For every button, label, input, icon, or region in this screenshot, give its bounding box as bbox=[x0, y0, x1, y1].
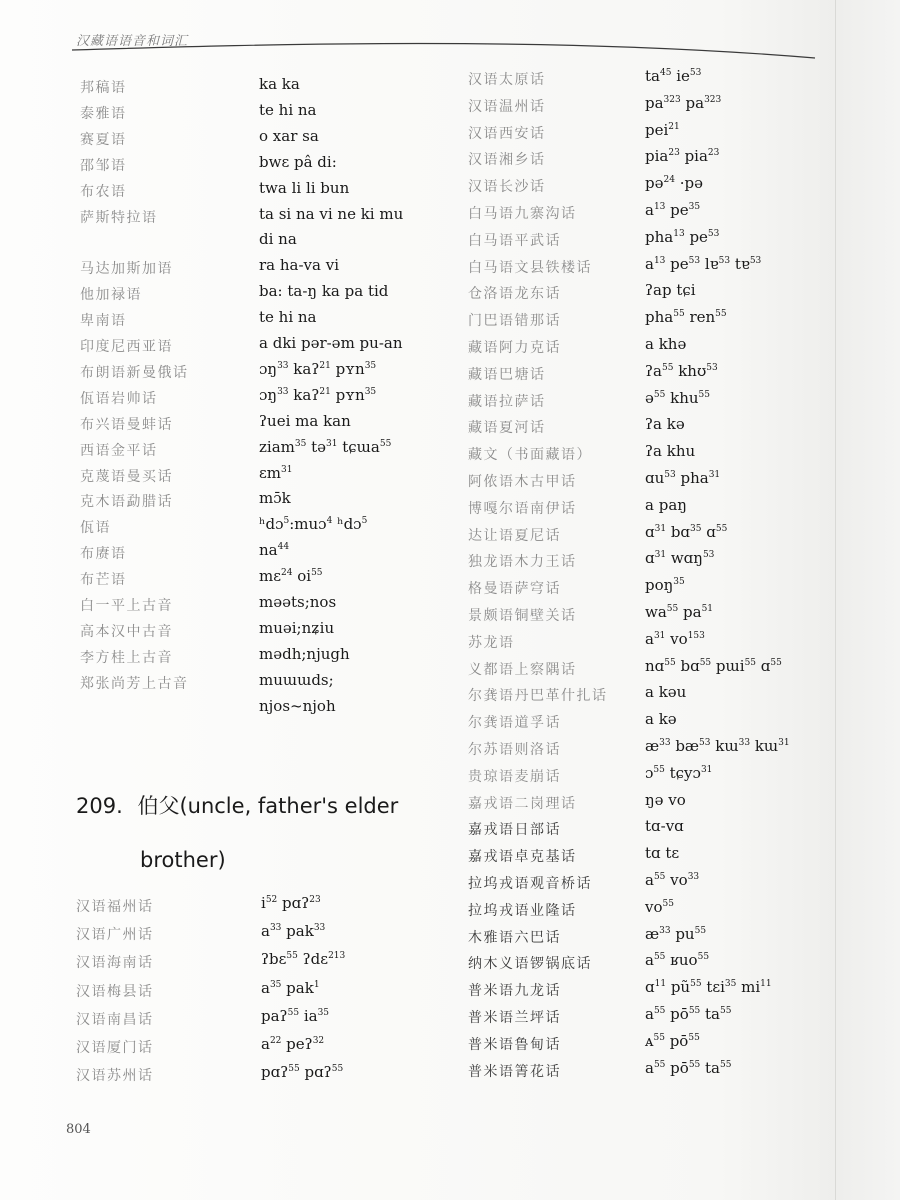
word-form: $vo^{55}$ bbox=[645, 897, 674, 916]
section-headword-continued: brother) bbox=[140, 848, 226, 872]
language-name: 贵琼语麦崩话 bbox=[468, 768, 561, 785]
word-form: ɔ$^{55}$ tɕyɔ$^{31}$ bbox=[645, 763, 713, 782]
language-name: 汉语温州话 bbox=[468, 98, 546, 115]
language-name: 布赓语 bbox=[80, 546, 127, 563]
language-name: 汉语湘乡话 bbox=[468, 152, 546, 169]
word-form: $ta^{45}$ $ie^{53}$ bbox=[645, 67, 702, 85]
word-form: pə$^{24}$ ·pə bbox=[645, 174, 703, 193]
language-name: 高本汉中古音 bbox=[80, 623, 173, 640]
word-form: $a^{13}$ $pe^{35}$ bbox=[645, 201, 701, 219]
language-name: 拉坞戎语业隆话 bbox=[468, 902, 577, 919]
language-name: 佤语岩帅话 bbox=[80, 390, 158, 407]
section-headword: 伯父(uncle, father's elder bbox=[137, 794, 399, 818]
word-form: ə$^{55}$ khu$^{55}$ bbox=[645, 388, 710, 407]
language-name: 他加禄语 bbox=[80, 287, 142, 304]
word-form: pha$^{55}$ ren$^{55}$ bbox=[645, 308, 727, 327]
word-form: ɑu$^{53}$ pha$^{31}$ bbox=[645, 469, 721, 487]
language-name: 尔苏语则洛话 bbox=[468, 742, 561, 758]
language-name: 赛夏语 bbox=[80, 131, 127, 148]
language-name: 汉语西安话 bbox=[468, 125, 546, 142]
language-name: 尔龚语道孚话 bbox=[468, 715, 561, 732]
section-heading bbox=[76, 790, 398, 820]
word-form: a kəu bbox=[645, 683, 687, 702]
word-form: $a^{35}$ pak$^1$ bbox=[261, 978, 320, 997]
word-form: $a^{13}$ $pe^{53}$ lɐ$^{53}$ tɐ$^{53}$ bbox=[645, 254, 762, 273]
language-name: 邦稿语 bbox=[80, 80, 127, 96]
language-name: 独龙语木力王话 bbox=[468, 554, 577, 571]
language-name: 李方桂上古音 bbox=[80, 649, 173, 666]
word-form: ʔa kə bbox=[645, 415, 685, 434]
language-name: 木雅语六巴话 bbox=[468, 929, 561, 946]
word-form: $pa^{323}$ $pa^{323}$ bbox=[645, 93, 722, 112]
language-name: 阿侬语木古甲话 bbox=[468, 474, 577, 490]
language-name: 克蔑语曼买话 bbox=[80, 468, 173, 485]
language-name: 嘉戎语二岗理话 bbox=[468, 795, 577, 812]
word-form: mədh;njugh bbox=[259, 644, 350, 663]
word-form: ʔuei ma kan bbox=[259, 411, 351, 430]
page-spine-shadow bbox=[835, 0, 836, 1200]
word-form: ŋə vo bbox=[645, 790, 686, 809]
word-form: twa li li bun bbox=[259, 178, 350, 197]
word-form: $æ^{33}$ $pu^{55}$ bbox=[645, 924, 707, 943]
word-form: bwɛ pâ di: bbox=[259, 152, 337, 171]
word-form: $a^{55}$ $pō^{55}$ $ta^{55}$ bbox=[645, 1058, 732, 1077]
language-name: 普米语九龙话 bbox=[468, 983, 561, 1000]
language-name: 汉语太原话 bbox=[468, 72, 546, 88]
language-name: 藏语拉萨话 bbox=[468, 393, 546, 410]
language-name: 汉语南昌话 bbox=[76, 1011, 154, 1028]
word-form: məəts;nos bbox=[259, 593, 337, 611]
language-name: 邵邹语 bbox=[80, 157, 127, 174]
word-form: ɑ$^{31}$ wɑŋ$^{53}$ bbox=[645, 549, 715, 568]
word-form: te hi na bbox=[259, 308, 317, 327]
word-form: pia$^{23}$ pia$^{23}$ bbox=[645, 147, 720, 166]
language-name: 藏语夏河话 bbox=[468, 420, 546, 437]
word-form: a khə bbox=[645, 335, 687, 353]
word-form: a paŋ bbox=[645, 495, 687, 514]
language-name: 尔龚语丹巴革什扎话 bbox=[468, 688, 608, 705]
word-form: $na^{44}$ bbox=[259, 541, 290, 560]
word-form: tɑ tɛ bbox=[645, 844, 680, 863]
language-name: 郑张尚芳上古音 bbox=[80, 675, 189, 692]
language-name: 汉语广州话 bbox=[76, 927, 154, 944]
language-name: 克木语勐腊话 bbox=[80, 494, 173, 511]
language-name: 拉坞戎语观音桥话 bbox=[468, 876, 592, 892]
word-form: ɑ$^{11}$ $pũ^{55}$ tɛi$^{35}$ $mi^{11}$ bbox=[645, 978, 772, 997]
word-form: ʔa khu bbox=[645, 442, 696, 461]
word-form: paʔ$^{55}$ $ia^{35}$ bbox=[261, 1006, 330, 1025]
word-form: tɑ-vɑ bbox=[645, 817, 684, 836]
language-name: 卑南语 bbox=[80, 313, 127, 330]
word-form: nɑ$^{55}$ bɑ$^{55}$ pɯi$^{55}$ ɑ$^{55}$ bbox=[645, 656, 782, 675]
language-name: 布芒语 bbox=[80, 572, 127, 589]
word-form: ba: ta-ŋ ka pa tid bbox=[259, 282, 389, 301]
word-form: te hi na bbox=[259, 100, 317, 119]
language-name: 嘉戎语日部话 bbox=[468, 822, 561, 839]
word-form: ɛm$^{31}$ bbox=[259, 463, 293, 482]
language-name: 仓洛语龙东话 bbox=[468, 286, 561, 303]
word-form: ɔŋ$^{33}$ kaʔ$^{21}$ pʏn$^{35}$ bbox=[259, 359, 377, 378]
word-form: o xar sa bbox=[259, 126, 319, 145]
word-form: $a^{33}$ pak$^{33}$ bbox=[261, 922, 326, 941]
page-number: 804 bbox=[66, 1122, 91, 1137]
language-name: 普米语箐花话 bbox=[468, 1063, 561, 1080]
word-form: ɔŋ$^{33}$ kaʔ$^{21}$ pʏn$^{35}$ bbox=[259, 385, 377, 404]
language-name: 嘉戎语卓克基话 bbox=[468, 849, 577, 866]
language-name: 汉语苏州话 bbox=[76, 1068, 154, 1085]
language-name: 白一平上古音 bbox=[80, 598, 173, 614]
word-form: $a^{22}$ peʔ$^{32}$ bbox=[261, 1035, 325, 1053]
word-form: a dki pər-əm pu-an bbox=[259, 334, 403, 352]
word-form: $a^{55}$ ʁuo$^{55}$ bbox=[645, 951, 710, 970]
word-form: pha$^{13}$ $pe^{53}$ bbox=[645, 227, 720, 246]
word-form: pei$^{21}$ bbox=[645, 120, 680, 139]
running-header-title: 汉藏语语音和词汇 bbox=[76, 34, 189, 49]
language-name: 汉语梅县话 bbox=[76, 983, 154, 1000]
word-form: $wa^{55}$ $pa^{51}$ bbox=[645, 603, 714, 621]
word-form: ʔa$^{55}$ khʊ$^{53}$ bbox=[645, 361, 718, 380]
language-name: 印度尼西亚语 bbox=[80, 339, 173, 355]
language-name: 汉语福州话 bbox=[76, 899, 154, 915]
word-form: ɑ$^{31}$ bɑ$^{35}$ ɑ$^{55}$ bbox=[645, 522, 728, 541]
word-form: ra ha-va vi bbox=[259, 256, 340, 275]
language-name: 博嘎尔语南伊话 bbox=[468, 500, 577, 517]
word-form: njos~njoh bbox=[259, 696, 336, 715]
language-name: 汉语厦门话 bbox=[76, 1040, 154, 1056]
word-form: muəi;nʑiu bbox=[259, 618, 335, 637]
word-form: ʰdɔ$^5$:muɔ$^4$ ʰdɔ$^5$ bbox=[259, 515, 368, 534]
word-form: di na bbox=[259, 230, 297, 249]
language-name: 门巴语错那话 bbox=[468, 313, 561, 330]
language-name: 景颇语铜壁关话 bbox=[468, 608, 577, 624]
language-name: 达让语夏尼话 bbox=[468, 527, 561, 544]
word-form: ʔbɛ$^{55}$ ʔdɛ$^{213}$ bbox=[261, 950, 346, 969]
language-name: 藏语巴塘话 bbox=[468, 366, 546, 383]
language-name: 普米语鲁甸话 bbox=[468, 1036, 561, 1053]
section-number: 209. bbox=[76, 794, 123, 818]
language-name: 白马语平武话 bbox=[468, 232, 561, 249]
language-name: 格曼语萨穹话 bbox=[468, 581, 561, 598]
language-name: 藏语阿力克话 bbox=[468, 340, 561, 356]
word-form: ta si na vi ne ki mu bbox=[259, 204, 404, 223]
language-name: 汉语长沙话 bbox=[468, 179, 546, 196]
word-form: pɑʔ$^{55}$ pɑʔ$^{55}$ bbox=[261, 1063, 344, 1082]
language-name: 泰雅语 bbox=[80, 105, 127, 122]
word-form: muɯɯds; bbox=[259, 670, 334, 689]
word-form: $æ^{33}$ $bæ^{53}$ kɯ$^{33}$ kɯ$^{31}$ bbox=[645, 737, 790, 755]
word-form: a kə bbox=[645, 710, 677, 729]
word-form: poŋ$^{35}$ bbox=[645, 576, 685, 595]
word-form: ʔap tɕi bbox=[645, 281, 696, 300]
word-form: $a^{55}$ $pō^{55}$ $ta^{55}$ bbox=[645, 1005, 732, 1023]
language-name: 白马语文县铁楼话 bbox=[468, 259, 592, 276]
language-name: 萨斯特拉语 bbox=[80, 209, 158, 226]
word-form: ziam$^{35}$ tə$^{31}$ tɕɯa$^{55}$ bbox=[259, 437, 392, 456]
language-name: 布兴语曼蚌话 bbox=[80, 416, 173, 433]
language-name: 佤语 bbox=[80, 520, 111, 537]
language-name: 布农语 bbox=[80, 183, 127, 200]
word-form: $a^{31}$ $vo^{153}$ bbox=[645, 629, 705, 648]
language-name: 马达加斯加语 bbox=[80, 261, 173, 278]
language-name: 苏龙语 bbox=[468, 634, 515, 651]
language-name: 白马语九寨沟话 bbox=[468, 206, 577, 222]
word-form: mɛ$^{24}$ $oi^{55}$ bbox=[259, 567, 323, 586]
word-form: ᴀ$^{55}$ $pō^{55}$ bbox=[645, 1031, 700, 1050]
language-name: 西语金平话 bbox=[80, 442, 158, 459]
language-name: 布朗语新曼俄话 bbox=[80, 364, 189, 381]
language-name: 汉语海南话 bbox=[76, 955, 154, 972]
word-form: mɔ̄k bbox=[259, 489, 291, 508]
language-name: 普米语兰坪话 bbox=[468, 1010, 561, 1026]
language-name: 纳木义语锣锅底话 bbox=[468, 956, 592, 973]
language-name: 藏文（书面藏语） bbox=[468, 447, 592, 464]
language-name: 义都语上察隅话 bbox=[468, 661, 577, 678]
word-form: $i^{52}$ pɑʔ$^{23}$ bbox=[261, 894, 321, 912]
word-form: ka ka bbox=[259, 75, 300, 93]
word-form: $a^{55}$ $vo^{33}$ bbox=[645, 871, 700, 889]
